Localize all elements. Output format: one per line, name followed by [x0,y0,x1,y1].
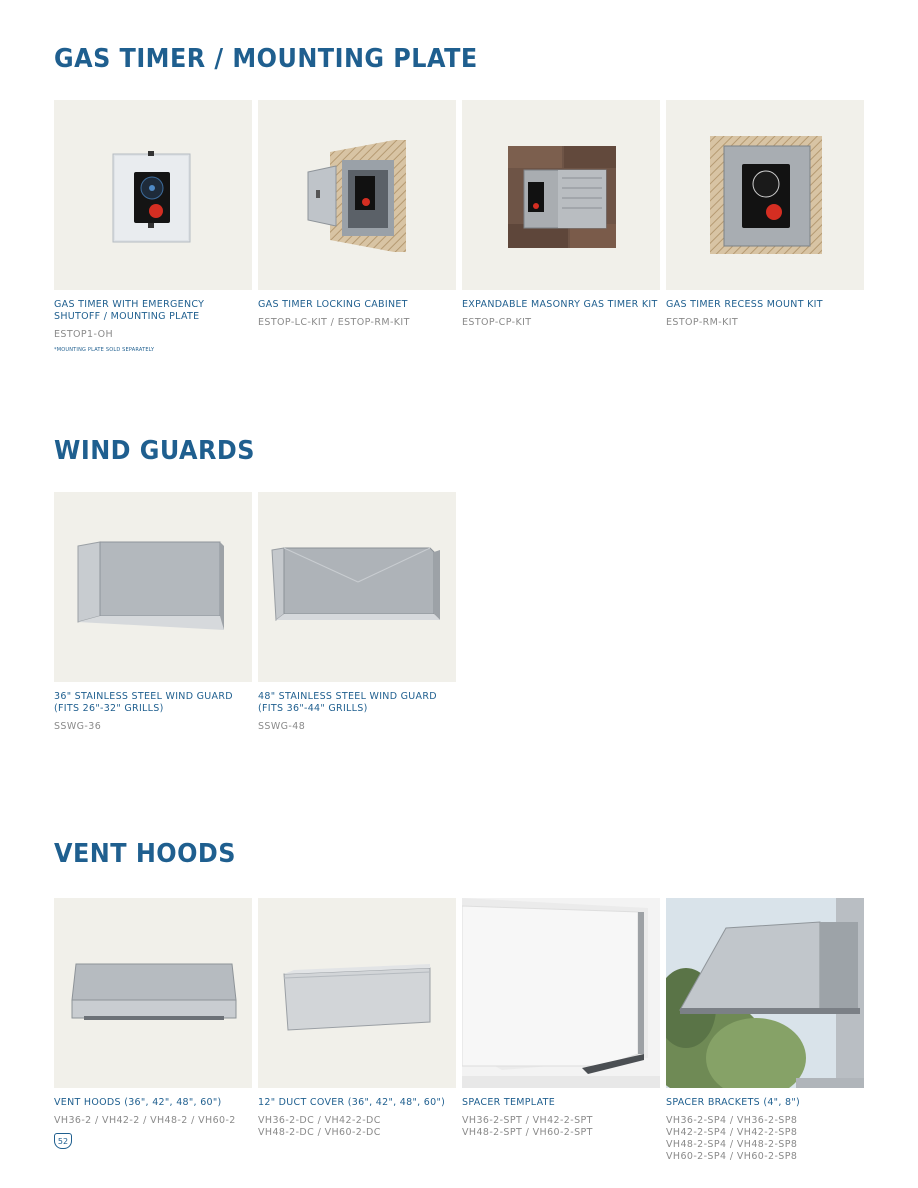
product-title: SPACER BRACKETS (4", 8") [666,1097,801,1108]
product-image-locking-cabinet [258,100,456,290]
product-card-vent-hood[interactable] [54,898,252,1127]
product-card-duct-cover[interactable] [258,898,456,1139]
product-title: 36" STAINLESS STEEL WIND GUARD (FITS 26"-32" GRILLS) [54,691,233,714]
product-image-duct-cover [258,898,456,1088]
product-image-recess-mount [666,100,864,290]
product-code: ESTOP1-OH [54,329,113,340]
section-title-vent-hoods: VENT HOODS [54,839,236,869]
product-image-spacer-brackets [666,898,864,1088]
product-card-gas-timer[interactable] [54,100,252,353]
product-image-gas-timer [54,100,252,290]
product-image-spacer-template [462,898,660,1088]
product-title: GAS TIMER WITH EMERGENCY SHUTOFF / MOUNTING PLATE [54,299,205,322]
product-title: SPACER TEMPLATE [462,1097,556,1108]
product-card-recess-mount[interactable] [666,100,864,329]
product-card-spacer-brackets[interactable] [666,898,864,1163]
product-title: GAS TIMER LOCKING CABINET [258,299,408,310]
product-footnote: *MOUNTING PLATE SOLD SEPARATELY [54,347,155,353]
product-card-spacer-template[interactable] [462,898,660,1139]
product-code: VH36-2 / VH42-2 / VH48-2 / VH60-2 [54,1115,236,1126]
product-code: VH36-2-DC / VH42-2-DC VH48-2-DC / VH60-2-DC [258,1115,381,1138]
product-image-wind-guard-48 [258,492,456,682]
product-title: 48" STAINLESS STEEL WIND GUARD (FITS 36"-44" GRILLS) [258,691,437,714]
section-title-gas-timer: GAS TIMER / MOUNTING PLATE [54,44,478,74]
product-card-wind-guard-48[interactable] [258,492,456,733]
product-code: VH36-2-SPT / VH42-2-SPT VH48-2-SPT / VH60-2-SPT [462,1115,593,1138]
page-number-badge: 52 [54,1133,72,1149]
product-title: GAS TIMER RECESS MOUNT KIT [666,299,823,310]
product-card-wind-guard-36[interactable] [54,492,252,733]
product-title: VENT HOODS (36", 42", 48", 60") [54,1097,222,1108]
product-card-locking-cabinet[interactable] [258,100,456,329]
product-title: EXPANDABLE MASONRY GAS TIMER KIT [462,299,658,310]
product-code: VH36-2-SP4 / VH36-2-SP8 VH42-2-SP4 / VH42-2-SP8 VH48-2-SP4 / VH48-2-SP8 VH60-2-SP4 / VH60-2-SP8 [666,1115,798,1162]
product-title: 12" DUCT COVER (36", 42", 48", 60") [258,1097,446,1108]
product-card-masonry-kit[interactable] [462,100,660,329]
section-title-wind-guards: WIND GUARDS [54,436,255,466]
product-code: ESTOP-LC-KIT / ESTOP-RM-KIT [258,317,410,328]
product-image-vent-hood [54,898,252,1088]
product-code: SSWG-48 [258,721,306,732]
product-code: ESTOP-RM-KIT [666,317,739,328]
product-image-wind-guard-36 [54,492,252,682]
product-image-masonry-kit [462,100,660,290]
product-code: ESTOP-CP-KIT [462,317,532,328]
product-code: SSWG-36 [54,721,102,732]
